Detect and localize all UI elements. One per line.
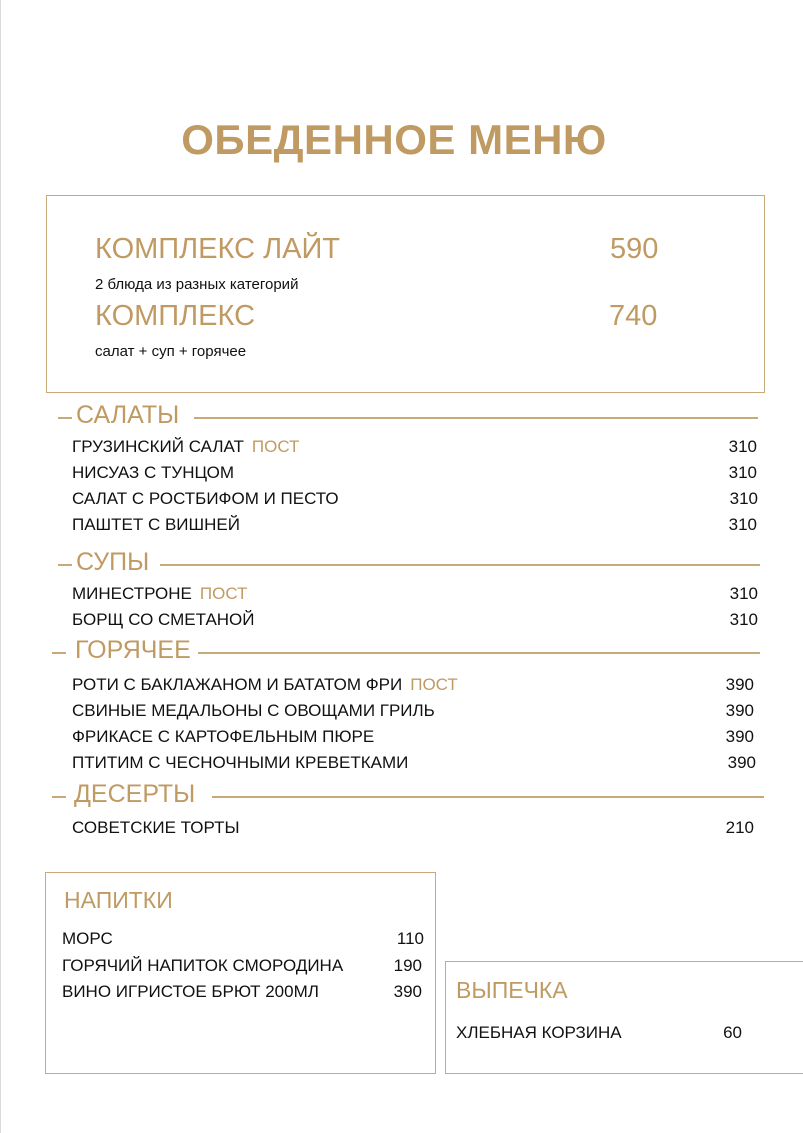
menu-item: ПАШТЕТ С ВИШНЕЙ (72, 515, 240, 534)
menu-item-price: 310 (729, 489, 758, 508)
page-title: ОБЕДЕННОЕ МЕНЮ (181, 116, 607, 163)
menu-item-price: 310 (728, 515, 757, 534)
drink-item-price: 390 (393, 982, 422, 1001)
bakery-title: ВЫПЕЧКА (456, 977, 568, 1003)
menu-item-price: 310 (728, 463, 757, 482)
lent-tag: ПОСТ (251, 437, 300, 456)
menu-item-price: 310 (729, 610, 758, 629)
drink-item: ГОРЯЧИЙ НАПИТОК СМОРОДИНА (62, 956, 344, 975)
bakery-item-price: 60 (723, 1023, 742, 1042)
section-rule (194, 417, 758, 419)
menu-item: САЛАТ С РОСТБИФОМ И ПЕСТО (72, 489, 339, 508)
section-rule (212, 796, 764, 798)
menu-item: ФРИКАСЕ С КАРТОФЕЛЬНЫМ ПЮРЕ (72, 727, 375, 746)
section-rule (160, 564, 760, 566)
section-title-salads: САЛАТЫ (76, 401, 180, 429)
menu-item-price: 310 (728, 437, 757, 456)
menu-item-price: 390 (727, 753, 756, 772)
menu-item-price: 210 (725, 818, 754, 837)
menu-item: БОРЩ СО СМЕТАНОЙ (72, 610, 255, 629)
menu-item: РОТИ С БАКЛАЖАНОМ И БАТАТОМ ФРИ ПОСТ (72, 675, 458, 694)
page-edge (0, 0, 1, 1133)
combo-price: 590 (610, 233, 659, 265)
lent-tag: ПОСТ (410, 675, 458, 694)
menu-item-price: 390 (725, 701, 754, 720)
section-title-soups: СУПЫ (76, 548, 150, 576)
menu-item: СОВЕТСКИЕ ТОРТЫ (72, 818, 240, 837)
menu-item-price: 390 (725, 675, 754, 694)
section-title-desserts: ДЕСЕРТЫ (74, 780, 196, 808)
drinks-title: НАПИТКИ (64, 887, 173, 913)
menu-item-price: 310 (729, 584, 758, 603)
menu-item: МИНЕСТРОНЕ ПОСТ (72, 584, 248, 603)
section-dash (58, 417, 72, 419)
drink-item-price: 110 (396, 929, 424, 948)
combo-description: 2 блюда из разных категорий (95, 276, 299, 293)
menu-item: СВИНЫЕ МЕДАЛЬОНЫ С ОВОЩАМИ ГРИЛЬ (72, 701, 435, 720)
lent-tag: ПОСТ (199, 584, 248, 603)
combo-price: 740 (609, 300, 658, 332)
menu-item: ПТИТИМ С ЧЕСНОЧНЫМИ КРЕВЕТКАМИ (72, 753, 409, 772)
bakery-item: ХЛЕБНАЯ КОРЗИНА (456, 1023, 622, 1042)
drink-item: МОРС (62, 929, 113, 948)
combo-name: КОМПЛЕКС ЛАЙТ (95, 233, 340, 265)
combo-name: КОМПЛЕКС (95, 300, 256, 332)
menu-item: ГРУЗИНСКИЙ САЛАТ ПОСТ (72, 437, 300, 456)
section-rule (198, 652, 760, 654)
section-dash (52, 652, 66, 654)
section-title-hot: ГОРЯЧЕЕ (75, 636, 191, 664)
section-dash (58, 564, 72, 566)
drink-item: ВИНО ИГРИСТОЕ БРЮТ 200МЛ (62, 982, 319, 1001)
menu-item: НИСУАЗ С ТУНЦОМ (72, 463, 235, 482)
section-dash (52, 796, 66, 798)
combo-box (46, 195, 765, 393)
menu-item-price: 390 (725, 727, 754, 746)
combo-description: салат + суп + горячее (95, 343, 247, 360)
drink-item-price: 190 (393, 956, 422, 975)
